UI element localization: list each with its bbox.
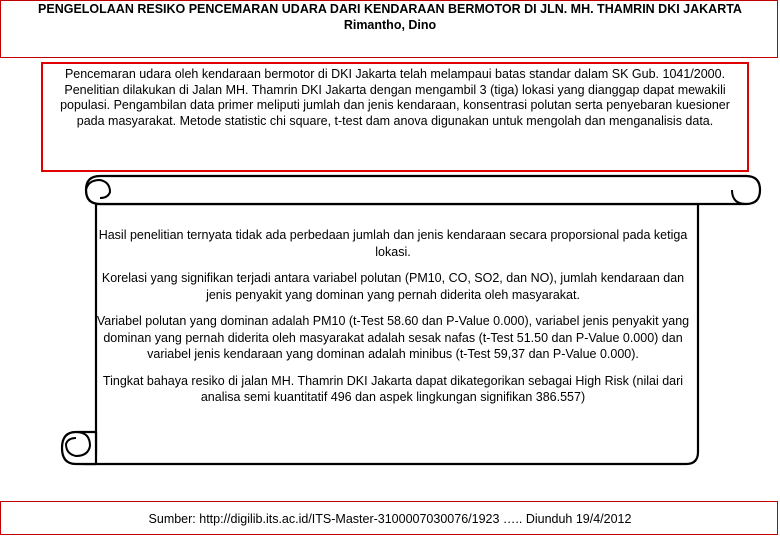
author-name: Rimantho, Dino: [343, 17, 437, 32]
source-citation: Sumber: http://digilib.its.ac.id/ITS-Master-3100007030076/1923 ….. Diunduh 19/4/2012: [148, 512, 632, 526]
findings-section: [88, 227, 698, 416]
finding-paragraph: Korelasi yang signifikan terjadi antara variabel polutan (PM10, CO, SO2, dan NO), jumlah kendaraan dan jenis penyakit yang dominan yang pernah diderita oleh masyarakat.: [101, 271, 685, 302]
finding-paragraph: Hasil penelitian ternyata tidak ada perbedaan jumlah dan jenis kendaraan secara proporsional pada ketiga lokasi.: [98, 228, 688, 259]
scroll-top-roll: [86, 176, 760, 204]
finding-paragraph: Variabel polutan yang dominan adalah PM10 (t-Test 58.60 dan P-Value 0.000), variabel jenis penyakit yang dominan yang pernah diderita oleh masyarakat adalah sesak nafas (t-Test 51.50 dan P-Value 0.000) dan variabel jenis kendaraan yang dominan adalah minibus (t-Test 59,37 dan P-Value 0.000).: [96, 314, 690, 361]
abstract-paragraph-1: Pencemaran udara oleh kendaraan bermotor di DKI Jakarta telah melampaui batas standar dalam SK Gub. 1041/2000.: [64, 67, 726, 81]
finding-paragraph: Tingkat bahaya resiko di jalan MH. Thamrin DKI Jakarta dapat dikategorikan sebagai High Risk (nilai dari analisa semi kuantitatif 496 dan aspek lingkungan signifikan 386.557): [102, 373, 684, 404]
title-text: PENGELOLAAN RESIKO PENCEMARAN UDARA DARI KENDARAAN BERMOTOR DI JLN. MH. THAMRIN DKI JAKARTA: [38, 2, 742, 16]
abstract-paragraph-2: Penelitian dilakukan di Jalan MH. Thamrin DKI Jakarta dengan mengambil 3 (tiga) lokasi yang dianggap dapat mewakili populasi. Pengambilan data primer meliputi jumlah dan jenis kendaraan, konsentrasi polutan serta penyebaran kuesioner pada masyarakat. Metode statistic chi square, t-test dam anova digunakan untuk mengolah dan menganalisis data.: [60, 82, 730, 128]
